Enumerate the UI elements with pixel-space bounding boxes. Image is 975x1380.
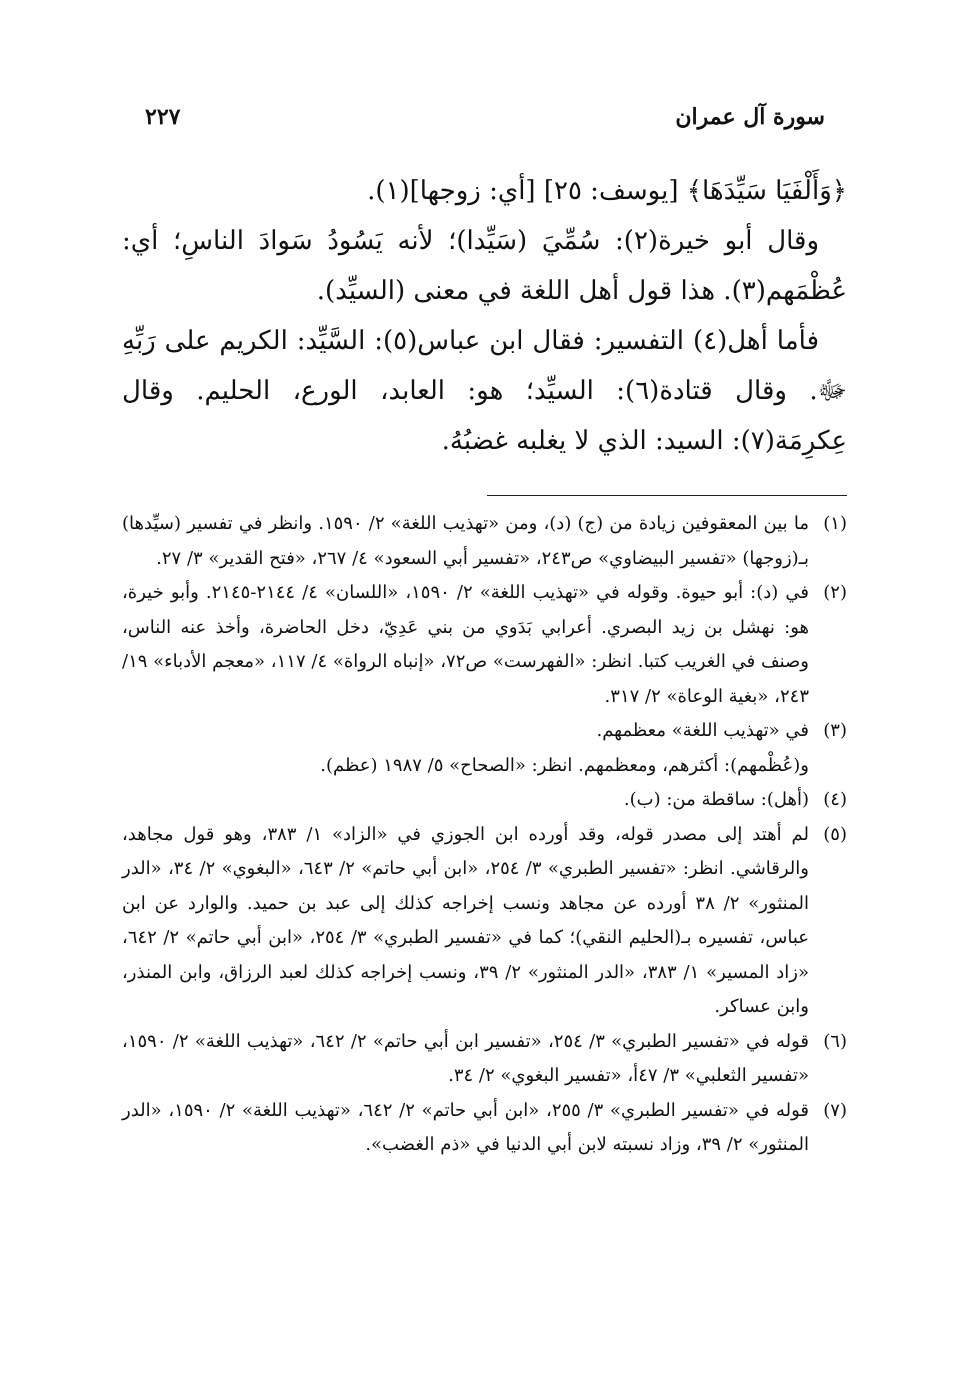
footnotes bbox=[122, 507, 847, 1163]
page-header bbox=[145, 104, 825, 130]
footnote-text: لم أهتد إلى مصدر قوله، وقد أورده ابن الجوزي في «الزاد» ١/ ٣٨٣، وهو قول مجاهد، والرقاشي. انظر: «تفسير الطبري» ٣/ ٢٥٤، «ابن أبي حاتم» ٢/ ٦٤٣، «البغوي» ٢/ ٣٤، «الدر المنثور» ٢/ ٣٨ أورده عن مجاهد ونسب إخراجه كذلك إلى عبد بن حميد. والوارد عن ابن عباس، تفسيره بـ(الحليم النقي)؛ كما في «تفسير الطبري» ٣/ ٢٥٤، «ابن أبي حاتم» ٢/ ٦٤٢، «زاد المسير» ١/ ٣٨٣، «الدر المنثور» ٢/ ٣٩، ونسب إخراجه كذلك لعبد الرزاق، وابن المنذر، وابن عساكر. bbox=[122, 823, 810, 1017]
footnote bbox=[122, 576, 847, 714]
footnote bbox=[122, 1094, 847, 1163]
footnote-number: (١) bbox=[823, 513, 847, 534]
footnote bbox=[122, 783, 847, 818]
footnote-number: (٤) bbox=[823, 789, 847, 810]
footnote-number: (٦) bbox=[823, 1030, 847, 1052]
footnote-number: (٣) bbox=[823, 720, 847, 741]
page-number: ٢٢٧ bbox=[145, 104, 181, 130]
quran-quote-paragraph: ﴿وَأَلْفَيَا سَيِّدَهَا﴾ [يوسف: ٢٥] [أي: زوجها](١). bbox=[367, 176, 847, 206]
footnote-text: في «تهذيب اللغة» معظمهم. bbox=[596, 720, 809, 741]
main-text bbox=[122, 166, 847, 466]
footnote bbox=[122, 1025, 847, 1094]
footnote bbox=[122, 714, 847, 783]
footnote bbox=[122, 507, 847, 576]
footnote-text: ما بين المعقوفين زيادة من (ج) (د)، ومن «تهذيب اللغة» ٢/ ١٥٩٠. وانظر في تفسير (سيِّدها) بـ(زوجها) «تفسير البيضاوي» ص٢٤٣، «تفسير أبي السعود» ٤/ ٢٦٧، «فتح القدير» ٣/ ٢٧. bbox=[122, 513, 809, 569]
footnote-number: (٥) bbox=[823, 823, 847, 845]
tafsir-paragraph: فأما أهل(٤) التفسير: فقال ابن عباس(٥): السَّيِّد: الكريم على رَبِّهِ ﷻ. وقال قتادة(٦): السيِّد؛ هو: العابد، الورع، الحليم. وقال عِكرِمَة(٧): السيد: الذي لا يغلبه غضبُهُ. bbox=[122, 326, 847, 456]
footnote-separator bbox=[487, 495, 847, 496]
linguistic-paragraph: وقال أبو خيرة(٢): سُمِّيَ (سَيِّدا)؛ لأنه يَسُودُ سَوادَ الناسِ؛ أي: عُظْمَهم(٣). هذا قول أهل اللغة في معنى (السيِّد). bbox=[122, 226, 847, 306]
footnote-text: في (د): أبو حيوة. وقوله في «تهذيب اللغة» ٢/ ١٥٩٠، «اللسان» ٤/ ٢١٤٤-٢١٤٥. وأبو خيرة، هو: نهشل بن زيد البصري. أعرابي بَدَوي من بني عَدِيّ، دخل الحاضرة، وأخذ عنه الناس، وصنف في الغريب كتبا. انظر: «الفهرست» ص٧٢، «إنباه الرواة» ٤/ ١١٧، «معجم الأدباء» ١٩/ ٢٤٣، «بغية الوعاة» ٢/ ٣١٧. bbox=[122, 582, 809, 707]
footnote-text: قوله في «تفسير الطبري» ٣/ ٢٥٤، «تفسير ابن أبي حاتم» ٢/ ٦٤٢، «تهذيب اللغة» ٢/ ١٥٩٠، «تفسير الثعلبي» ٣/ ٤٧أ، «تفسير البغوي» ٢/ ٣٤. bbox=[122, 1030, 809, 1086]
footnote-number: (٧) bbox=[823, 1099, 847, 1121]
footnote-number: (٢) bbox=[823, 582, 847, 603]
footnote-text: (أهل): ساقطة من: (ب). bbox=[623, 789, 809, 810]
footnote bbox=[122, 818, 847, 1025]
footnote-text: قوله في «تفسير الطبري» ٣/ ٢٥٥، «ابن أبي حاتم» ٢/ ٦٤٢، «تهذيب اللغة» ٢/ ١٥٩٠، «الدر المنثور» ٢/ ٣٩، وزاد نسبته لابن أبي الدنيا في «ذم الغضب». bbox=[122, 1099, 809, 1155]
surah-title: سورة آل عمران bbox=[675, 104, 825, 130]
footnote-text: و(عُظْمهم): أكثرهم، ومعظمهم. انظر: «الصحاح» ٥/ ١٩٨٧ (عظم). bbox=[320, 754, 809, 776]
